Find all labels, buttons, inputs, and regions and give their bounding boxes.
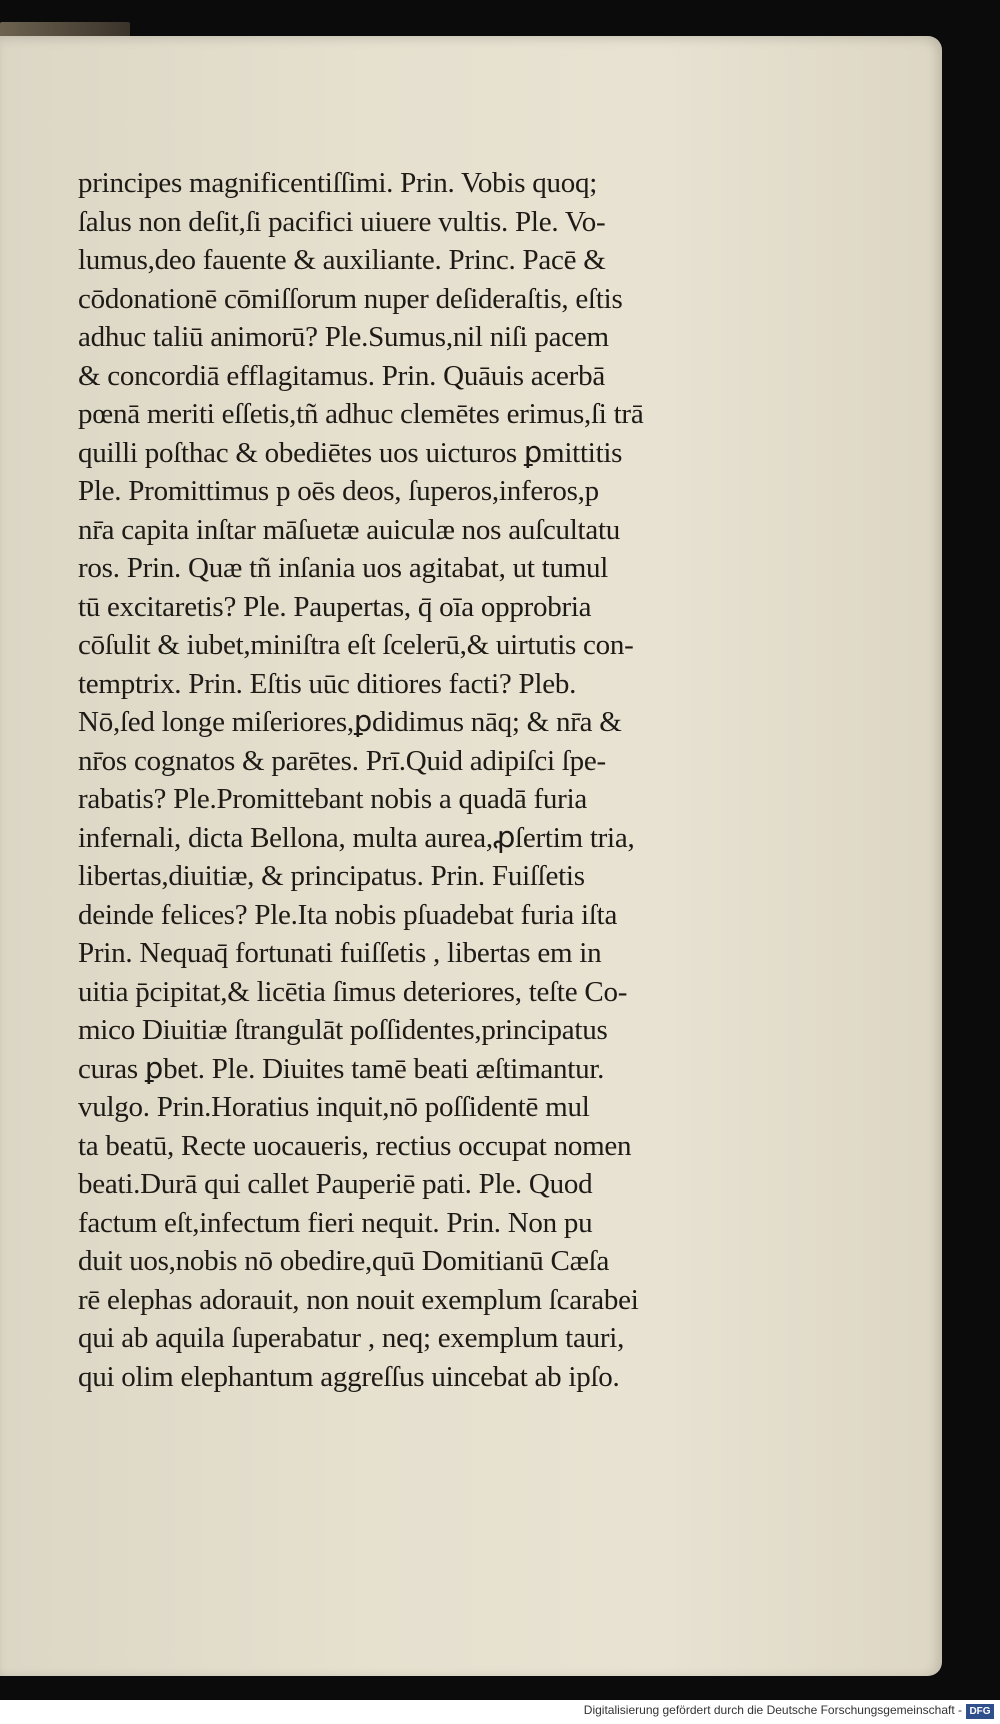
text-line: temptrix. Prin. Eſtis uūc ditiores facti? Pleb. <box>78 667 577 700</box>
dfg-logo: DFG <box>966 1704 994 1719</box>
text-line: tū excitaretis? Ple. Paupertas, q̄ oīa opprobria <box>78 590 592 623</box>
book-page <box>0 36 942 1676</box>
text-line: nr̄a capita inſtar māſuetæ auiculæ nos auſcultatu <box>78 513 621 546</box>
text-line: Ple. Promittimus p oēs deos, ſuperos,inferos,p <box>78 475 599 507</box>
text-line: qui olim elephantum aggreſſus uincebat ab ipſo. <box>78 1360 620 1393</box>
text-line: factum eſt,infectum fieri nequit. Prin. Non pu <box>78 1206 593 1239</box>
text-line: qui ab aquila ſuperabatur , neq; exemplum tauri, <box>78 1322 625 1354</box>
text-line: cōdonationē cōmiſſorum nuper deſideraſtis, eſtis <box>78 282 623 315</box>
text-line: adhuc taliū animorū? Ple.Sumus,nil niſi pacem <box>78 321 609 353</box>
text-line: duit uos,nobis nō obedire,quū Domitianū Cæſa <box>78 1245 610 1277</box>
text-line: vulgo. Prin.Horatius inquit,nō poſſidentē mul <box>78 1091 590 1123</box>
text-line: pœnā meriti eſſetis,tñ adhuc clemētes erimus,ſi trā <box>78 398 644 430</box>
text-line: cōſulit & iubet,miniſtra eſt ſcelerū,& uirtutis con- <box>78 629 634 661</box>
text-line: rē elephas adorauit, non nouit exemplum ſcarabei <box>78 1283 639 1316</box>
text-line: nr̄os cognatos & parētes. Prī.Quid adipiſci ſpe- <box>78 744 606 777</box>
text-line: Prin. Nequaq̄ fortunati fuiſſetis , libertas em in <box>78 937 602 969</box>
text-line: uitia p̄cipitat,& licētia ſimus deteriores, teſte Co- <box>78 975 628 1008</box>
text-line: libertas,diuitiæ, & principatus. Prin. Fuiſſetis <box>78 860 585 892</box>
text-line: ta beatū, Recte uocaueris, rectius occupat nomen <box>78 1129 632 1162</box>
text-line: principes magnificentiſſimi. Prin. Vobis quoq; <box>78 167 598 199</box>
text-line: quilli poſthac & obediētes uos uicturos ꝑmittitis <box>78 436 623 469</box>
text-line: deinde felices? Ple.Ita nobis pſuadebat furia iſta <box>78 898 618 931</box>
digitization-footer <box>0 1700 1000 1724</box>
text-line: ros. Prin. Quæ tñ inſania uos agitabat, ut tumul <box>78 552 609 584</box>
text-line: rabatis? Ple.Promittebant nobis a quadā furia <box>78 783 587 815</box>
text-line: Nō,ſed longe miſeriores,ꝑdidimus nāq; & nr̄a & <box>78 706 622 738</box>
funding-credit: Digitalisierung gefördert durch die Deutsche Forschungsgemeinschaft - <box>583 1703 962 1717</box>
text-line: beati.Durā qui callet Pauperiē pati. Ple. Quod <box>78 1168 593 1200</box>
text-line: infernali, dicta Bellona, multa aurea,ꝓſertim tria, <box>78 821 635 854</box>
text-line: ſalus non deſit,ſi pacifici uiuere vultis. Ple. Vo- <box>78 205 606 238</box>
page-text <box>78 164 868 1396</box>
text-line: & concordiā efflagitamus. Prin. Quāuis acerbā <box>78 359 605 392</box>
text-line: mico Diuitiæ ſtrangulāt poſſidentes,principatus <box>78 1014 608 1046</box>
text-line: lumus,deo fauente & auxiliante. Princ. Pacē & <box>78 244 606 276</box>
text-line: curas ꝑbet. Ple. Diuites tamē beati æſtimantur. <box>78 1052 605 1085</box>
